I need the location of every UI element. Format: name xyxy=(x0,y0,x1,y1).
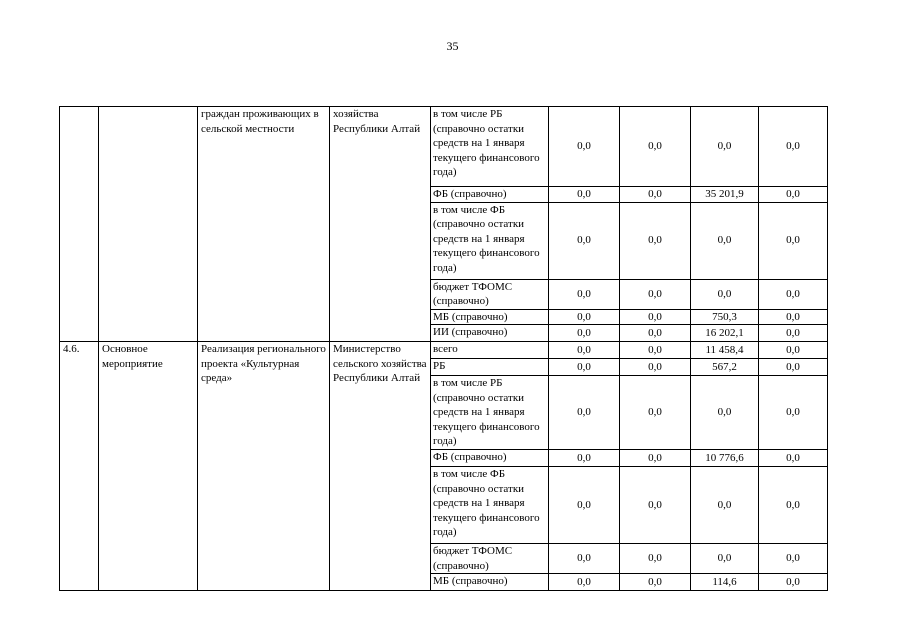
value-cell: 16 202,1 xyxy=(691,325,759,342)
value-cell: 0,0 xyxy=(759,325,828,342)
value-cell: 0,0 xyxy=(549,279,620,309)
value-cell: 0,0 xyxy=(620,342,691,359)
value-cell: 0,0 xyxy=(620,309,691,325)
value-cell: 0,0 xyxy=(549,574,620,591)
value-cell: 0,0 xyxy=(759,467,828,544)
value-cell: 0,0 xyxy=(549,376,620,450)
value-cell: 0,0 xyxy=(549,342,620,359)
value-cell: 0,0 xyxy=(620,450,691,467)
value-cell: 0,0 xyxy=(691,376,759,450)
value-cell: 35 201,9 xyxy=(691,187,759,203)
value-cell: 0,0 xyxy=(620,574,691,591)
value-cell: 0,0 xyxy=(759,187,828,203)
value-cell: 0,0 xyxy=(691,544,759,574)
page-number: 35 xyxy=(446,39,459,53)
value-cell: 567,2 xyxy=(691,359,759,376)
value-cell: 0,0 xyxy=(691,202,759,279)
funding-source-cell: в том числе ФБ (справочно остатки средств на 1 января текущего финансового года) xyxy=(431,467,549,544)
value-cell: 0,0 xyxy=(549,309,620,325)
value-cell: 0,0 xyxy=(759,544,828,574)
value-cell: 0,0 xyxy=(620,107,691,187)
executor-cell: Министерство сельского хозяйства Республики Алтай xyxy=(330,342,431,591)
value-cell: 0,0 xyxy=(691,107,759,187)
value-cell: 0,0 xyxy=(549,544,620,574)
value-cell: 0,0 xyxy=(620,359,691,376)
funding-source-cell: в том числе ФБ (справочно остатки средств на 1 января текущего финансового года) xyxy=(431,202,549,279)
value-cell: 750,3 xyxy=(691,309,759,325)
value-cell: 0,0 xyxy=(620,325,691,342)
value-cell: 0,0 xyxy=(549,202,620,279)
funding-source-cell: в том числе РБ (справочно остатки средств на 1 января текущего финансового года) xyxy=(431,376,549,450)
funding-source-cell: ФБ (справочно) xyxy=(431,450,549,467)
event-title-cell: Реализация регионального проекта «Культурная среда» xyxy=(198,342,330,591)
funding-source-cell: ФБ (справочно) xyxy=(431,187,549,203)
value-cell: 0,0 xyxy=(759,107,828,187)
value-cell: 0,0 xyxy=(759,342,828,359)
value-cell: 0,0 xyxy=(759,279,828,309)
event-title-cell: граждан проживающих в сельской местности xyxy=(198,107,330,342)
funding-source-cell: ИИ (справочно) xyxy=(431,325,549,342)
value-cell: 0,0 xyxy=(549,325,620,342)
value-cell: 0,0 xyxy=(620,467,691,544)
row-number-cell: 4.6. xyxy=(60,342,99,591)
value-cell: 0,0 xyxy=(759,202,828,279)
value-cell: 114,6 xyxy=(691,574,759,591)
funding-source-cell: всего xyxy=(431,342,549,359)
value-cell: 0,0 xyxy=(759,574,828,591)
value-cell: 0,0 xyxy=(620,376,691,450)
funding-source-cell: РБ xyxy=(431,359,549,376)
value-cell: 0,0 xyxy=(549,467,620,544)
executor-cell: хозяйства Республики Алтай xyxy=(330,107,431,342)
value-cell: 0,0 xyxy=(620,187,691,203)
value-cell: 0,0 xyxy=(759,450,828,467)
event-type-cell xyxy=(99,107,198,342)
value-cell: 10 776,6 xyxy=(691,450,759,467)
funding-source-cell: бюджет ТФОМС (справочно) xyxy=(431,544,549,574)
table-row xyxy=(60,342,828,359)
value-cell: 0,0 xyxy=(549,107,620,187)
value-cell: 0,0 xyxy=(549,450,620,467)
value-cell: 11 458,4 xyxy=(691,342,759,359)
value-cell: 0,0 xyxy=(620,544,691,574)
funding-source-cell: в том числе РБ (справочно остатки средств на 1 января текущего финансового года) xyxy=(431,107,549,187)
table-row xyxy=(60,107,828,187)
funding-source-cell: бюджет ТФОМС (справочно) xyxy=(431,279,549,309)
row-number-cell xyxy=(60,107,99,342)
value-cell: 0,0 xyxy=(759,376,828,450)
value-cell: 0,0 xyxy=(549,187,620,203)
funding-source-cell: МБ (справочно) xyxy=(431,574,549,591)
funding-source-cell: МБ (справочно) xyxy=(431,309,549,325)
value-cell: 0,0 xyxy=(620,202,691,279)
value-cell: 0,0 xyxy=(691,467,759,544)
value-cell: 0,0 xyxy=(759,359,828,376)
value-cell: 0,0 xyxy=(620,279,691,309)
value-cell: 0,0 xyxy=(549,359,620,376)
budget-table xyxy=(59,106,828,591)
value-cell: 0,0 xyxy=(691,279,759,309)
event-type-cell: Основное мероприятие xyxy=(99,342,198,591)
value-cell: 0,0 xyxy=(759,309,828,325)
